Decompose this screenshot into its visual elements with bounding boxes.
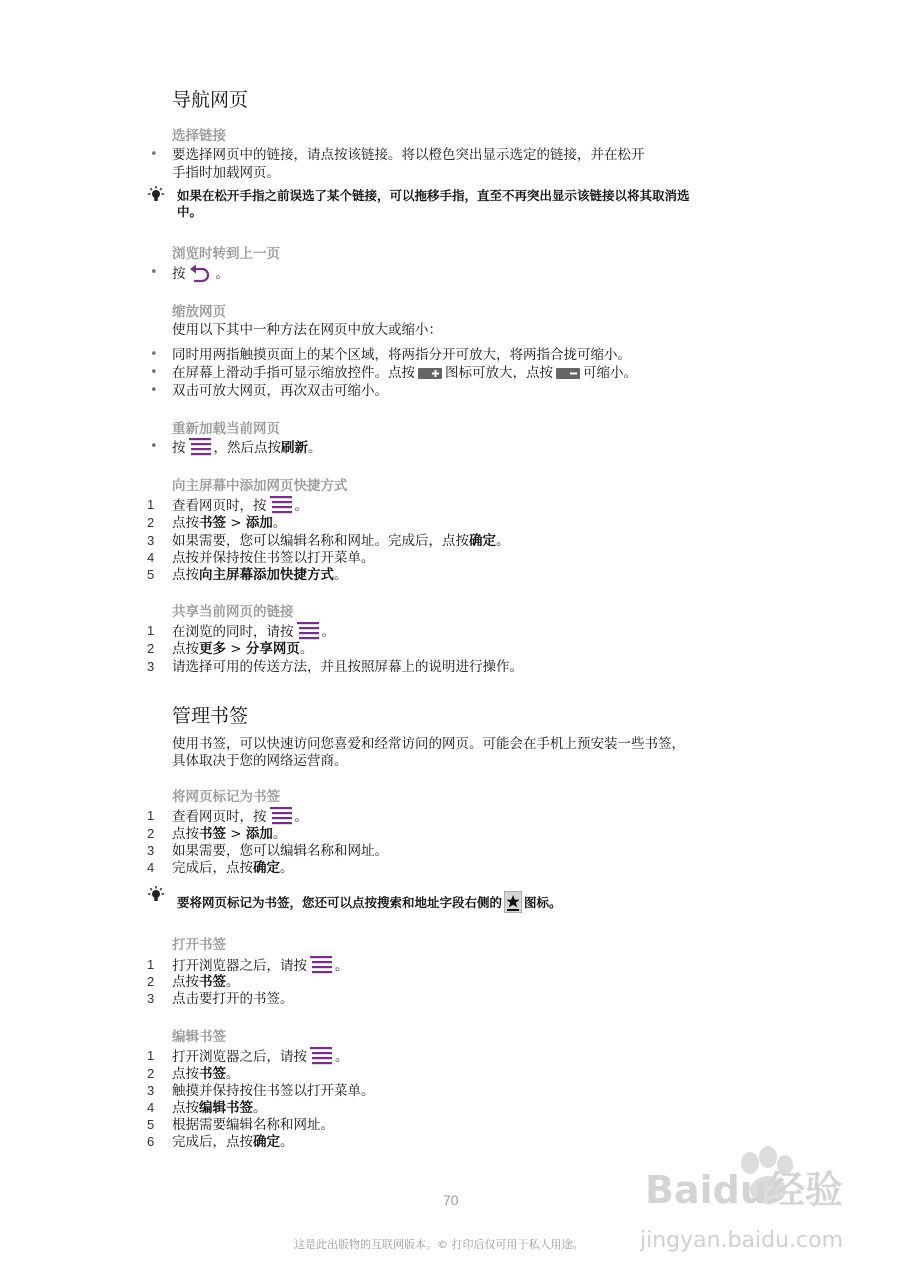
- text-zoom-item3: 双击可放大网页，再次双击可缩小。: [172, 383, 388, 399]
- tip-select-link: 如果在松开手指之前误选了某个链接，可以拖移手指，直至不再突出显示该链接以将其取消选: [177, 188, 690, 203]
- shortcut-step-4: 点按并保持按住书签以打开菜单。: [172, 550, 375, 566]
- watermark-logo-text: Baidu经验: [645, 1168, 843, 1212]
- lightbulb-icon: [146, 186, 166, 202]
- heading-share: 共享当前网页的链接: [172, 604, 294, 620]
- footer-note: 这是此出版物的互联网版本。© 打印后仅可用于私人用途。: [294, 1238, 584, 1251]
- edit-step-1: 打开浏览器之后，请按 。: [172, 1049, 349, 1065]
- step-number: 1: [147, 1048, 155, 1063]
- step-number: 4: [147, 550, 155, 565]
- heading-go-back: 浏览时转到上一页: [172, 246, 280, 262]
- open-step-1: 打开浏览器之后，请按 。: [172, 958, 349, 974]
- bullet: •: [150, 383, 158, 398]
- menu-icon: [270, 496, 292, 514]
- edit-step-3: 触摸并保持按住书签以打开菜单。: [172, 1083, 375, 1099]
- bullet: •: [150, 365, 158, 380]
- heading-shortcut: 向主屏幕中添加网页快捷方式: [172, 478, 348, 494]
- watermark-url: jingyan.baidu.com: [640, 1228, 844, 1253]
- text-bookmarks-intro-2: 具体取决于您的网络运营商。: [172, 753, 348, 769]
- section-title-navigate: 导航网页: [172, 89, 249, 111]
- bullet: •: [150, 347, 158, 362]
- edit-step-6: 完成后，点按确定。: [172, 1134, 294, 1150]
- baidu-jingyan-watermark: [640, 1135, 880, 1265]
- mark-step-4: 完成后，点按确定。: [172, 860, 294, 876]
- step-number: 5: [147, 567, 155, 582]
- step-number: 1: [147, 623, 155, 638]
- text-bookmarks-intro-1: 使用书签，可以快速访问您喜爱和经常访问的网页。可能会在手机上预安装一些书签，: [172, 736, 685, 752]
- text-zoom-item1: 同时用两指触摸页面上的某个区域，将两指分开可放大，将两指合拢可缩小。: [172, 347, 631, 363]
- mark-step-1: 查看网页时，按 。: [172, 809, 308, 825]
- share-step-2: 点按更多 > 分享网页。: [172, 641, 314, 657]
- heading-reload: 重新加载当前网页: [172, 421, 280, 437]
- text-zoom-intro: 使用以下其中一种方法在网页中放大或缩小：: [172, 322, 442, 338]
- step-number: 2: [147, 1066, 155, 1081]
- bullet: •: [150, 439, 158, 454]
- shortcut-step-2: 点按书签 > 添加。: [172, 515, 287, 531]
- bullet: •: [150, 265, 158, 280]
- tip-select-link-cont: 中。: [177, 204, 203, 219]
- step-number: 2: [147, 641, 155, 656]
- edit-step-5: 根据需要编辑名称和网址。: [172, 1117, 334, 1133]
- text-select-link-cont: 手指时加载网页。: [172, 165, 280, 181]
- tip-mark-bookmark: 要将网页标记为书签，您还可以点按搜索和地址字段右侧的 图标。: [177, 891, 562, 913]
- heading-open-bookmark: 打开书签: [172, 937, 226, 953]
- text-reload: 按 ，然后点按刷新。: [172, 440, 322, 456]
- step-number: 3: [147, 533, 155, 548]
- share-step-1: 在浏览的同时，请按 。: [172, 624, 335, 640]
- menu-icon: [310, 956, 332, 974]
- step-number: 1: [147, 957, 155, 972]
- step-number: 2: [147, 826, 155, 841]
- share-step-3: 请选择可用的传送方法，并且按照屏幕上的说明进行操作。: [172, 659, 523, 675]
- mark-step-3: 如果需要，您可以编辑名称和网址。: [172, 843, 388, 859]
- step-number: 3: [147, 659, 155, 674]
- shortcut-step-3: 如果需要，您可以编辑名称和网址。完成后，点按确定。: [172, 533, 510, 549]
- text-zoom-item2: 在屏幕上滑动手指可显示缩放控件。点按 图标可放大，点按 可缩小。: [172, 365, 637, 381]
- step-number: 6: [147, 1134, 155, 1149]
- section-title-bookmarks: 管理书签: [172, 705, 249, 727]
- step-number: 2: [147, 515, 155, 530]
- shortcut-step-1: 查看网页时，按 。: [172, 498, 308, 514]
- back-icon: [188, 263, 214, 283]
- bookmark-star-icon: [504, 891, 522, 913]
- heading-mark-bookmark: 将网页标记为书签: [172, 789, 280, 805]
- heading-zoom: 缩放网页: [172, 304, 226, 320]
- text-go-back: 按 。: [172, 263, 229, 283]
- heading-select-link: 选择链接: [172, 128, 226, 144]
- step-number: 3: [147, 1083, 155, 1098]
- zoom-in-icon: [418, 368, 442, 379]
- menu-icon: [189, 438, 211, 456]
- step-number: 1: [147, 808, 155, 823]
- page-number: 70: [443, 1192, 459, 1208]
- edit-step-2: 点按书签。: [172, 1066, 240, 1082]
- heading-edit-bookmark: 编辑书签: [172, 1029, 226, 1045]
- step-number: 3: [147, 843, 155, 858]
- menu-icon: [270, 807, 292, 825]
- step-number: 3: [147, 991, 155, 1006]
- open-step-2: 点按书签。: [172, 974, 240, 990]
- step-number: 2: [147, 974, 155, 989]
- text-select-link: 要选择网页中的链接，请点按该链接。将以橙色突出显示选定的链接，并在松开: [172, 147, 645, 163]
- menu-icon: [310, 1047, 332, 1065]
- shortcut-step-5: 点按向主屏幕添加快捷方式。: [172, 567, 348, 583]
- zoom-out-icon: [556, 368, 580, 379]
- bullet: •: [150, 147, 158, 162]
- step-number: 5: [147, 1117, 155, 1132]
- open-step-3: 点击要打开的书签。: [172, 991, 294, 1007]
- mark-step-2: 点按书签 > 添加。: [172, 826, 287, 842]
- lightbulb-icon: [146, 886, 166, 902]
- step-number: 1: [147, 497, 155, 512]
- edit-step-4: 点按编辑书签。: [172, 1100, 267, 1116]
- step-number: 4: [147, 1100, 155, 1115]
- menu-icon: [297, 622, 319, 640]
- step-number: 4: [147, 860, 155, 875]
